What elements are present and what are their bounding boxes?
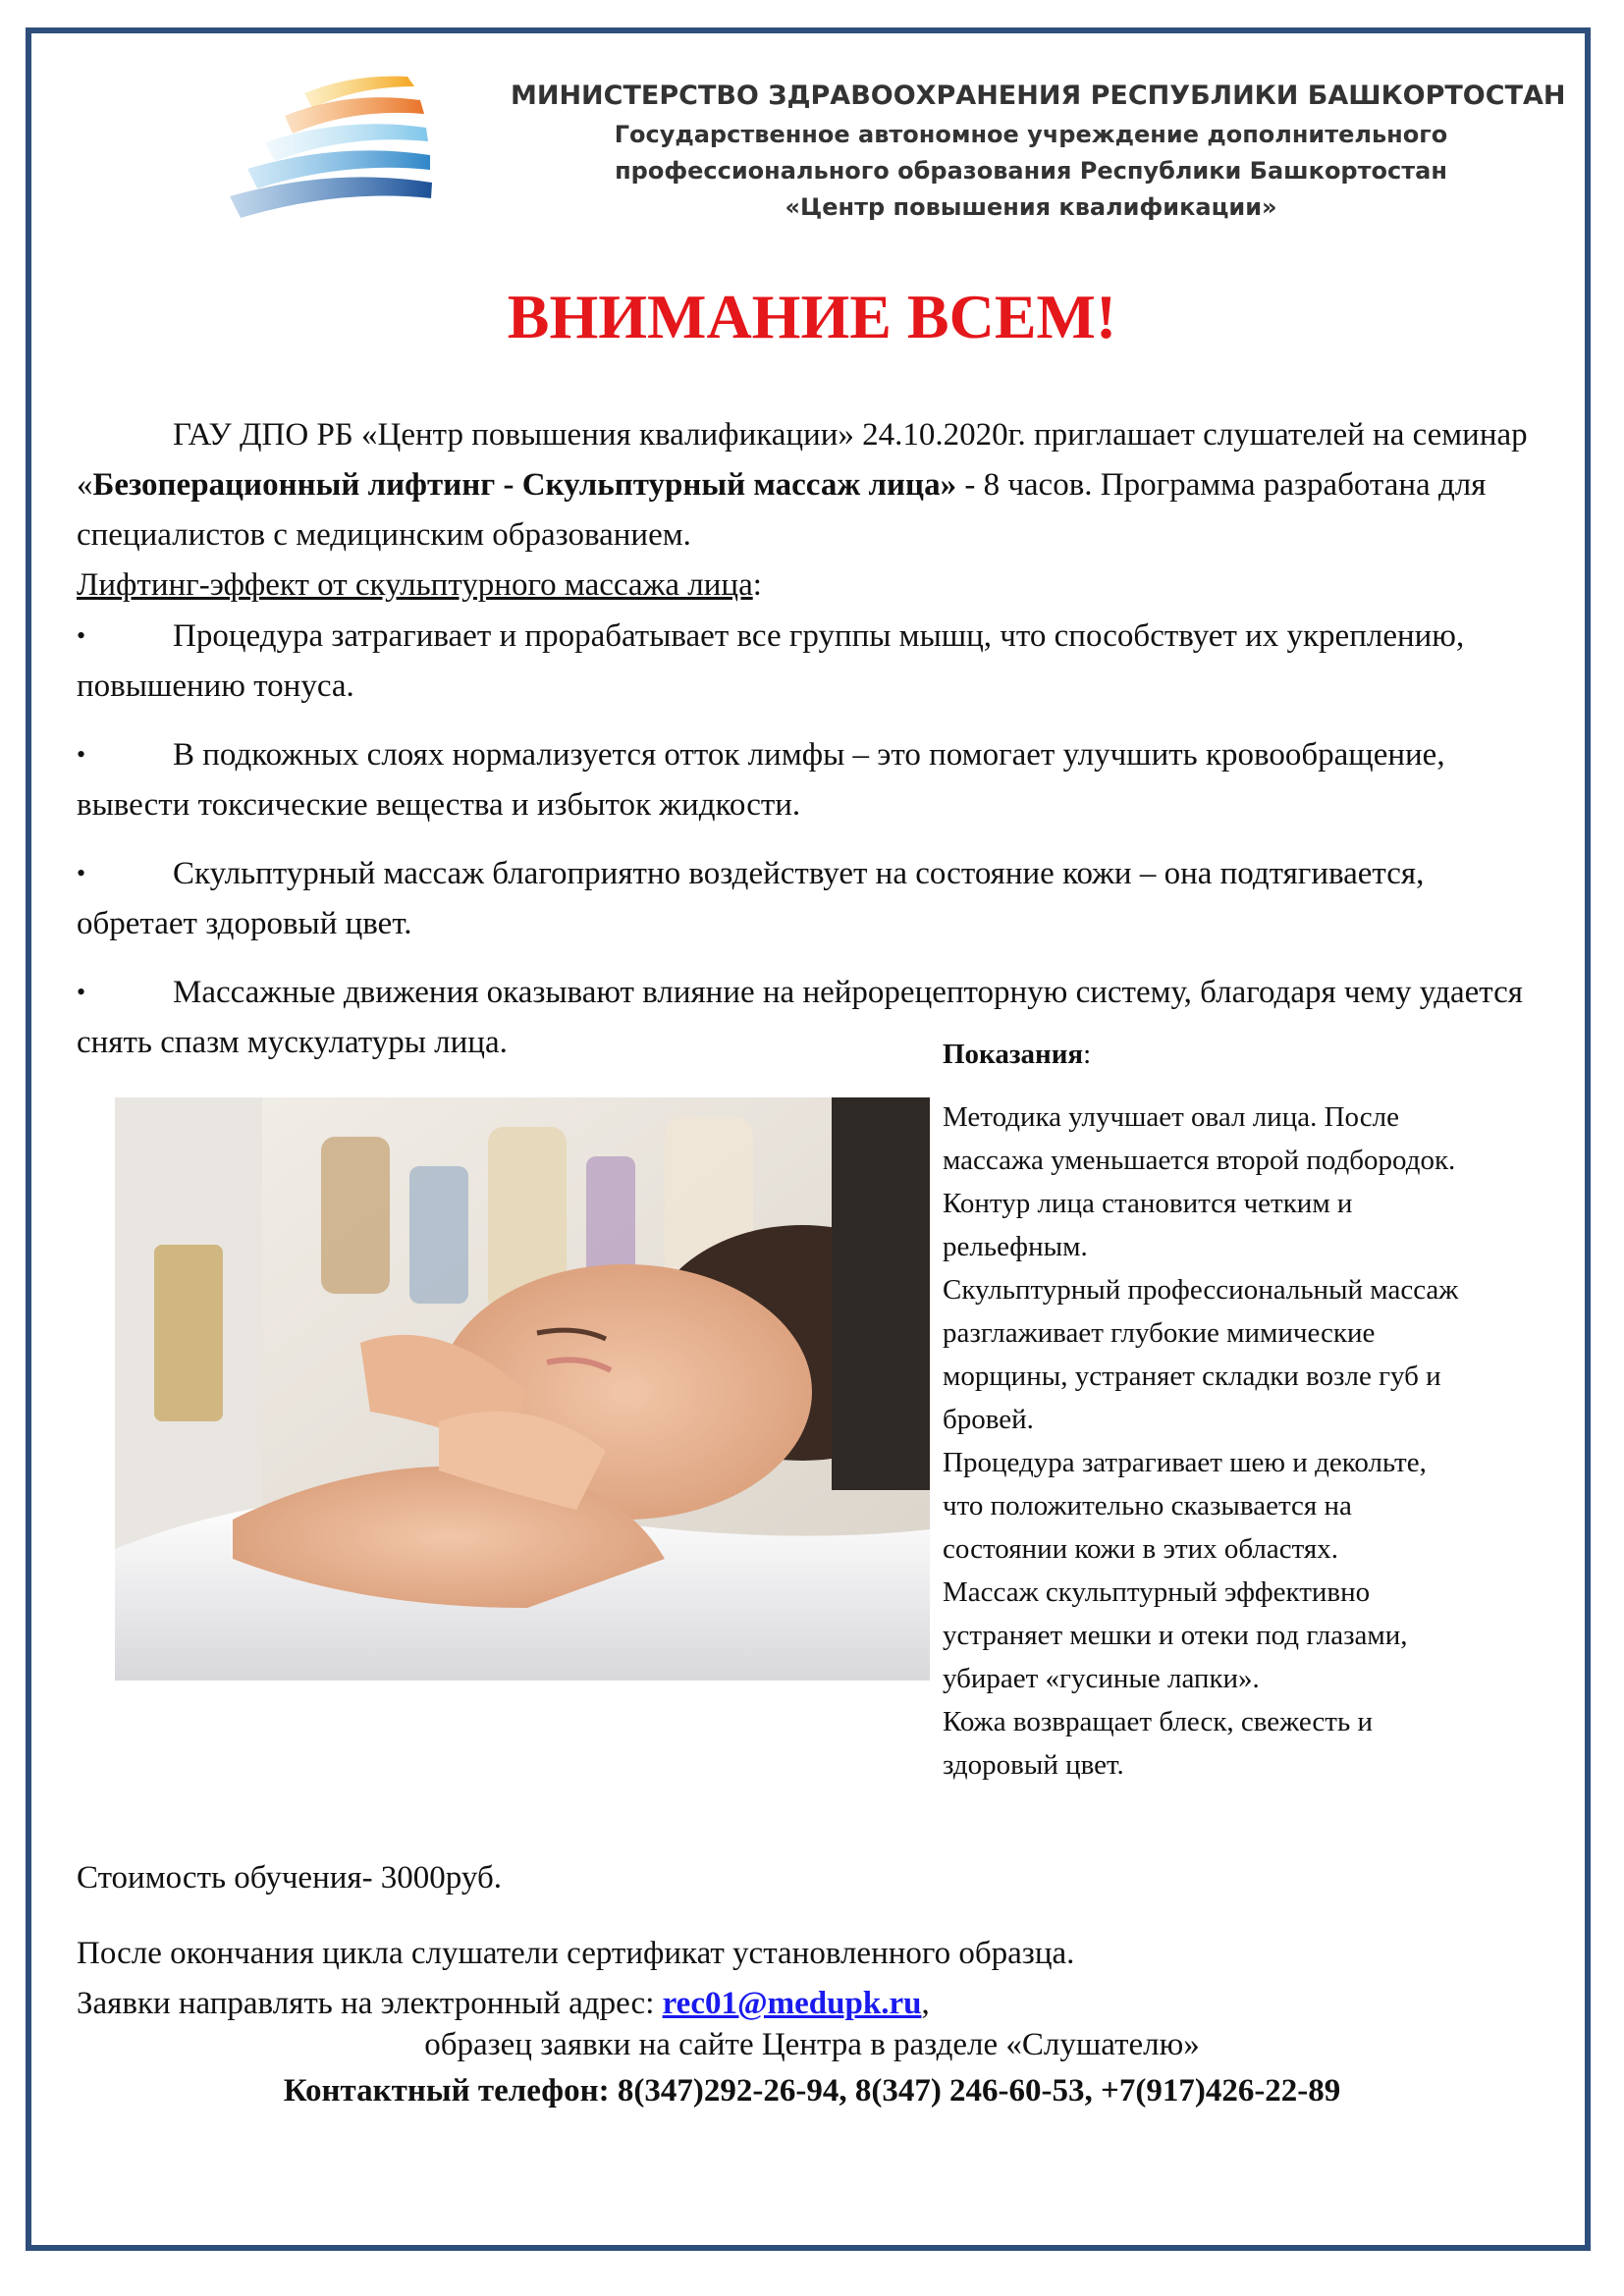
indication-line: здоровый цвет.	[943, 1749, 1124, 1781]
institution-header	[511, 80, 1566, 230]
bullet-text: Скульптурный массаж благоприятно воздействует на состояние кожи – она подтягивается, обретает здоровый цвет.	[77, 856, 1425, 941]
main-text	[77, 410, 1549, 1068]
effect-heading-line	[77, 561, 1549, 611]
email-suffix: ,	[921, 1986, 930, 2021]
indication-line: морщины, устраняет складки возле губ и	[943, 1361, 1441, 1392]
indication-line: Скульптурный профессиональный массаж	[943, 1274, 1459, 1306]
bullet-text: Процедура затрагивает и прорабатывает все группы мышц, что способствует их укреплению, повышению тонуса.	[77, 618, 1465, 704]
seminar-name: Безоперационный лифтинг - Скульптурный массаж лица»	[92, 467, 957, 503]
effect-colon: :	[752, 567, 762, 603]
email-link[interactable]: rec01@medupk.ru	[662, 1986, 922, 2021]
center-logo-icon	[187, 69, 442, 236]
indication-line: разглаживает глубокие мимические	[943, 1317, 1376, 1349]
indication-line: рельефным.	[943, 1231, 1088, 1262]
requests-line	[77, 1979, 1074, 2029]
institution-line-3: «Центр повышения квалификации»	[785, 193, 1277, 221]
contact-phones: Контактный телефон: 8(347)292-26-94, 8(347) 246-60-53, +7(917)426-22-89	[283, 2073, 1341, 2109]
indication-line: убирает «гусиные лапки».	[943, 1663, 1260, 1694]
indication-line: состоянии кожи в этих областях.	[943, 1533, 1339, 1565]
indication-line: Кожа возвращает блеск, свежесть и	[943, 1706, 1373, 1737]
intro-paragraph	[77, 410, 1549, 561]
page-title: ВНИМАНИЕ ВСЕМ!	[507, 282, 1117, 351]
indication-line: массажа уменьшается второй подбородок.	[943, 1145, 1456, 1176]
indications-heading: Показания	[943, 1039, 1084, 1070]
after-course-block	[77, 1929, 1074, 2029]
institution-line-2: профессионального образования Республики Башкортостан	[615, 157, 1447, 185]
massage-photo	[115, 1097, 930, 1681]
institution-line-1: Государственное автономное учреждение дополнительного	[614, 121, 1448, 148]
intro-part-2: - 8 часов. Программа разработана для специалистов с медицинским образованием.	[77, 467, 1487, 553]
indications-heading-line	[943, 1033, 1571, 1076]
after-course-text: После окончания цикла слушатели сертификат установленного образца.	[77, 1936, 1075, 1971]
list-item	[77, 611, 1549, 712]
list-item	[77, 848, 1549, 949]
ministry-name: МИНИСТЕРСТВО ЗДРАВООХРАНЕНИЯ РЕСПУБЛИКИ БАШКОРТОСТАН	[511, 80, 1566, 111]
requests-label: Заявки направлять на электронный адрес:	[77, 1986, 663, 2021]
sample-text: образец заявки на сайте Центра в разделе «Слушателю»	[424, 2027, 1200, 2062]
bullet-dot: •	[77, 978, 86, 1006]
indication-line: устраняет мешки и отеки под глазами,	[943, 1620, 1408, 1651]
bullet-dot: •	[77, 859, 86, 887]
indications-colon: :	[1083, 1039, 1092, 1070]
bullet-dot: •	[77, 621, 86, 650]
cost-text: Стоимость обучения- 3000руб.	[77, 1860, 502, 1896]
indication-line: бровей.	[943, 1404, 1034, 1435]
indications-column	[943, 1033, 1571, 1787]
list-item	[77, 729, 1549, 830]
bullet-text: Массажные движения оказывают влияние на нейрорецепторную систему, благодаря чему удается снять спазм мускулатуры лица.	[77, 975, 1523, 1060]
bullet-dot: •	[77, 740, 86, 769]
indication-line: Массаж скульптурный эффективно	[943, 1576, 1371, 1608]
indication-line: Процедура затрагивает шею и декольте,	[943, 1447, 1427, 1478]
effect-heading: Лифтинг-эффект от скульптурного массажа лица	[77, 567, 753, 603]
indication-line: Контур лица становится четким и	[943, 1188, 1353, 1219]
intro-part-1: ГАУ ДПО РБ «Центр повышения квалификации» 24.10.2020г. приглашает слушателей на семинар «	[77, 417, 1528, 503]
indication-line: что положительно сказывается на	[943, 1490, 1352, 1522]
bullet-text: В подкожных слоях нормализуется отток лимфы – это помогает улучшить кровообращение, вывести токсические вещества и избыток жидкости.	[77, 737, 1445, 823]
indication-line: Методика улучшает овал лица. После	[943, 1101, 1399, 1133]
